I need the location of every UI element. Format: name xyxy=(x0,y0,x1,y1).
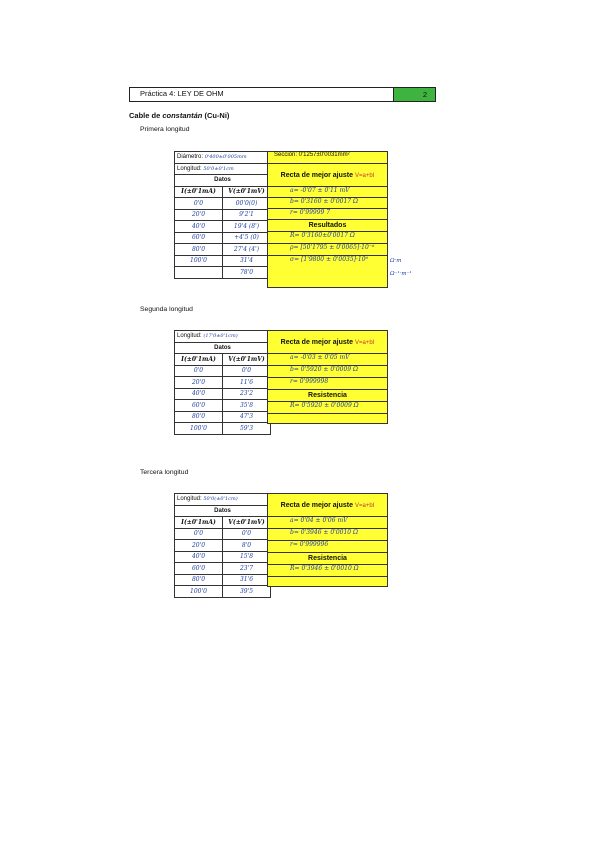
page-header xyxy=(129,87,436,102)
col-current-header: I(±0'1mA) xyxy=(175,517,223,529)
table-cell: 80'0 xyxy=(175,574,223,586)
table-cell: 8'0 xyxy=(223,540,271,552)
table-cell: 100'0 xyxy=(175,423,223,435)
table-row xyxy=(175,574,271,586)
table-cell: 20'0 xyxy=(175,377,223,389)
table-cell: 20'0 xyxy=(175,209,223,221)
diameter-cell: Diámetro: 0'400±0'005mm xyxy=(175,152,271,164)
table-cell: 40'0 xyxy=(175,551,223,563)
table-cell: 40'0 xyxy=(175,221,223,233)
length-cell: Longitud: 50'0±0'1cm xyxy=(175,163,271,175)
table-cell: 0'0 xyxy=(175,198,223,210)
table-cell: 00'0(0) xyxy=(223,198,271,210)
third-data-table xyxy=(174,493,271,598)
table-cell: 19'4 (8') xyxy=(223,221,271,233)
col-current-header: I(±0'1mA) xyxy=(175,354,223,366)
table-cell: +4'5 (0) xyxy=(223,232,271,244)
table-cell: 9'2'1 xyxy=(223,209,271,221)
sigma-unit-note: Ω⁻¹·m⁻¹ xyxy=(390,271,412,277)
second-results-panel xyxy=(267,330,388,424)
table-row xyxy=(175,244,271,256)
table-cell: 59'3 xyxy=(223,423,271,435)
page-number: 2 xyxy=(393,88,435,101)
table-cell: 0'0 xyxy=(175,365,223,377)
table-row xyxy=(175,365,271,377)
result-R: R= 0'3946 ± 0'0010 Ω xyxy=(268,565,387,577)
third-results-panel xyxy=(267,493,388,587)
result-R: R= 0'5920 ± 0'0009 Ω xyxy=(268,402,387,414)
second-data-table xyxy=(174,330,271,435)
table-row xyxy=(175,551,271,563)
table-row xyxy=(175,255,271,267)
fit-a: a= -0'07 ± 0'11 mV xyxy=(268,187,387,198)
table-row xyxy=(175,540,271,552)
datos-header: Datos xyxy=(175,175,271,187)
fit-b: b= 0'3946 ± 0'0010 Ω xyxy=(268,529,387,541)
table-row xyxy=(175,209,271,221)
section-title: Cable de constantán (Cu-Ni) xyxy=(129,111,230,120)
table-cell: 40'0 xyxy=(175,388,223,400)
table-cell: 39'5 xyxy=(223,586,271,598)
table-row xyxy=(175,400,271,412)
table-cell: 11'6 xyxy=(223,377,271,389)
recta-heading: Recta de mejor ajuste V=a+bI xyxy=(268,164,387,187)
table-row xyxy=(175,267,271,279)
recta-heading: Recta de mejor ajuste V=a+bI xyxy=(268,494,387,517)
fit-r: r= 0'99999 7 xyxy=(268,209,387,220)
fit-a: a= 0'04 ± 0'06 mV xyxy=(268,517,387,529)
second-length-heading: Segunda longitud xyxy=(140,306,193,313)
table-cell: 60'0 xyxy=(175,232,223,244)
section-area: Sección: 0'1257±0'0031mm² xyxy=(268,152,387,164)
first-data-table xyxy=(174,151,271,279)
table-row xyxy=(175,528,271,540)
length-cell: Longitud: 50'0(±0'1cm) xyxy=(175,494,271,506)
fit-r: r= 0'999998 xyxy=(268,378,387,390)
table-row xyxy=(175,423,271,435)
table-cell: 20'0 xyxy=(175,540,223,552)
header-title: Práctica 4: LEY DE OHM xyxy=(140,89,224,98)
table-row xyxy=(175,198,271,210)
table-cell: 15'8 xyxy=(223,551,271,563)
result-sigma: σ= [1'9800 ± 0'0035]·10⁶ xyxy=(290,256,368,263)
table-cell: 80'0 xyxy=(175,411,223,423)
fit-b: b= 0'3160 ± 0'0017 Ω xyxy=(268,198,387,209)
table-row xyxy=(175,388,271,400)
table-cell: 0'0 xyxy=(223,365,271,377)
col-voltage-header: V(±0'1mV) xyxy=(223,354,271,366)
result-rho: ρ= [50'1795 ± 0'0065]·10⁻⁶ xyxy=(268,244,387,256)
rho-unit-note: Ω·m xyxy=(390,258,402,264)
table-row xyxy=(175,377,271,389)
col-voltage-header: V(±0'1mV) xyxy=(223,517,271,529)
first-results-panel xyxy=(267,151,388,288)
table-cell: 80'0 xyxy=(175,244,223,256)
table-row xyxy=(175,586,271,598)
table-cell: 100'0 xyxy=(175,255,223,267)
table-cell: 23'7 xyxy=(223,563,271,575)
table-cell: 31'4 xyxy=(223,255,271,267)
table-cell: 23'2 xyxy=(223,388,271,400)
table-cell: 100'0 xyxy=(175,586,223,598)
resultados-heading: Resultados xyxy=(268,220,387,232)
table-row xyxy=(175,221,271,233)
table-cell: 35'8 xyxy=(223,400,271,412)
resistencia-heading: Resistencia xyxy=(268,553,387,565)
table-cell: 0'0 xyxy=(223,528,271,540)
datos-header: Datos xyxy=(175,342,271,354)
fit-a: a= -0'03 ± 0'05 mV xyxy=(268,354,387,366)
third-length-heading: Tercera longitud xyxy=(140,469,189,476)
length-cell: Longitud: (17'0±0'1cm) xyxy=(175,331,271,343)
table-cell: 31'6 xyxy=(223,574,271,586)
resistencia-heading: Resistencia xyxy=(268,390,387,402)
table-cell: 78'0 xyxy=(223,267,271,279)
recta-heading: Recta de mejor ajuste V=a+bI xyxy=(268,331,387,354)
table-row xyxy=(175,232,271,244)
table-cell: 60'0 xyxy=(175,400,223,412)
table-cell xyxy=(175,267,223,279)
fit-b: b= 0'5920 ± 0'0009 Ω xyxy=(268,366,387,378)
table-cell: 27'4 (4') xyxy=(223,244,271,256)
table-cell: 47'3 xyxy=(223,411,271,423)
fit-r: r= 0'999996 xyxy=(268,541,387,553)
first-length-heading: Primera longitud xyxy=(140,126,190,133)
table-row xyxy=(175,411,271,423)
result-R: R= 0'3160±0'0017 Ω xyxy=(268,232,387,244)
table-cell: 60'0 xyxy=(175,563,223,575)
datos-header: Datos xyxy=(175,505,271,517)
col-voltage-header: V(±0'1mV) xyxy=(223,186,271,198)
table-row xyxy=(175,563,271,575)
col-current-header: I(±0'1mA) xyxy=(175,186,223,198)
table-cell: 0'0 xyxy=(175,528,223,540)
